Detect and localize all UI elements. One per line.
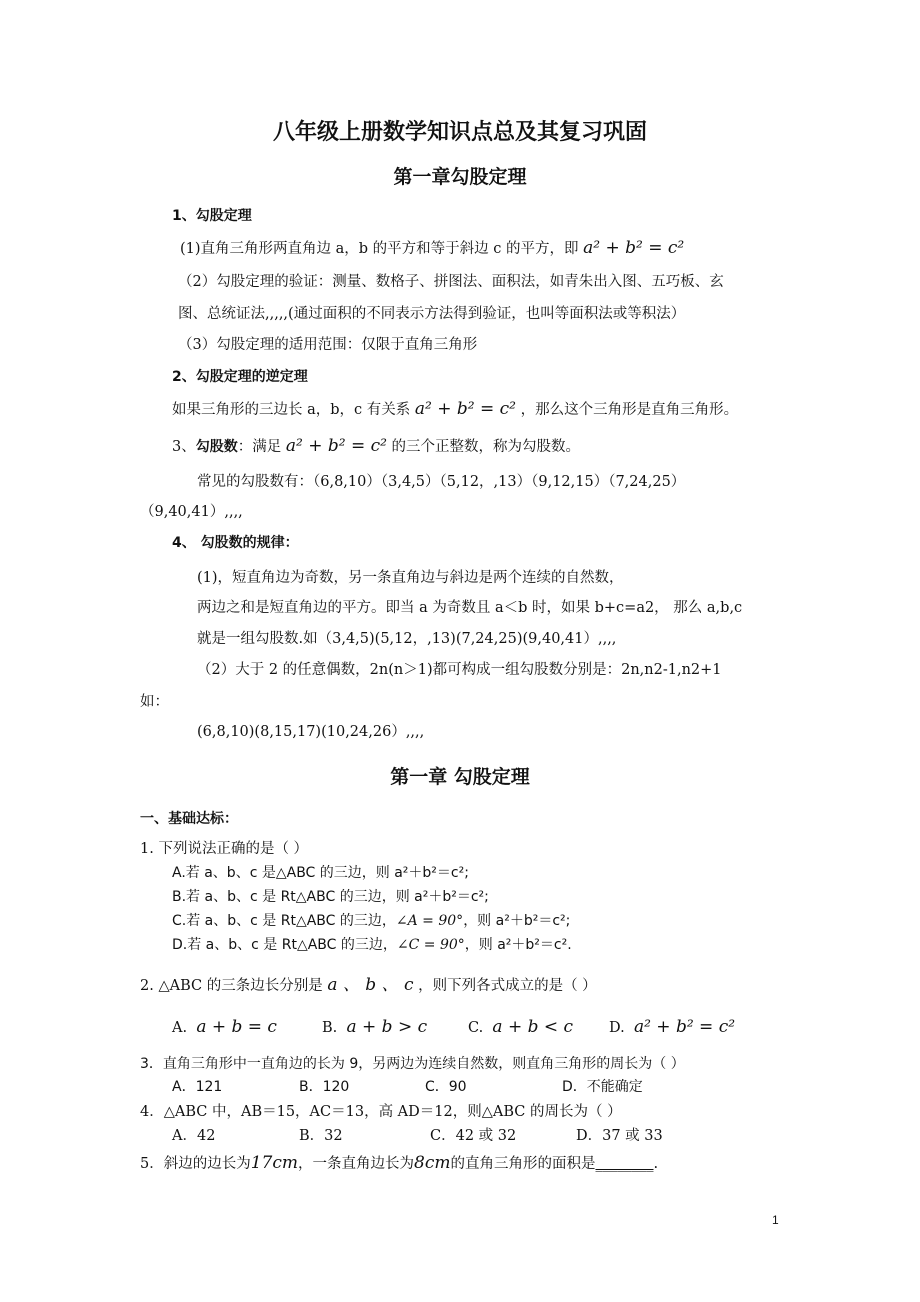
question-1-option-d — [172, 934, 572, 954]
text: ，则 a²＋b²＝c². — [464, 937, 572, 953]
question-3-stem: 3．直角三角形中一直角边的长为 9，另两边为连续自然数，则直角三角形的周长为（ ） — [140, 1056, 685, 1072]
text: 如果三角形的三边长 a，b，c 有关系 — [172, 402, 411, 418]
label: C. — [468, 1020, 484, 1036]
question-1-option-b: B.若 a、b、c 是 Rt△ABC 的三边，则 a²＋b²＝c²; — [172, 889, 489, 905]
section-1-para-2-line-1: （2）勾股定理的验证：测量、数格子、拼图法、面积法，如青朱出入图、五巧板、玄 — [178, 274, 724, 290]
question-1-stem: 1. 下列说法正确的是（ ） — [140, 841, 309, 857]
question-2-option-b — [322, 1017, 427, 1037]
text: 的三个正整数，称为勾股数。 — [391, 439, 581, 455]
question-4-option-d: D．37 或 33 — [576, 1128, 663, 1144]
formula: a + b < c — [492, 1017, 574, 1037]
question-3-option-a: A．121 — [172, 1079, 223, 1095]
section-4-para-2: 两边之和是短直角边的平方。即当 a 为奇数且 a＜b 时，如果 b+c=a2， 那么 a,b,c — [197, 600, 743, 616]
label: D. — [609, 1020, 625, 1036]
text: D.若 a、b、c 是 Rt△ABC 的三边， — [172, 937, 397, 953]
question-3-option-d: D．不能确定 — [562, 1079, 643, 1095]
text: ，则 a²＋b²＝c²; — [463, 913, 571, 929]
question-5-stem — [140, 1152, 658, 1173]
question-2-option-d — [609, 1017, 735, 1037]
section-1-para-2-line-2: 图、总统证法,,,,,(通过面积的不同表示方法得到验证，也叫等面积法或等积法） — [178, 306, 686, 322]
label: A. — [172, 1020, 188, 1036]
document-title: 八年级上册数学知识点总及其复习巩固 — [272, 119, 647, 145]
question-4-option-c: C．42 或 32 — [430, 1128, 517, 1144]
section-4-para-4: （2）大于 2 的任意偶数，2n(n＞1)都可构成一组勾股数分别是：2n,n2-1,n2+1 — [197, 662, 722, 678]
label: B. — [322, 1020, 338, 1036]
question-1-option-c — [172, 910, 570, 930]
question-4-option-b: B．32 — [299, 1128, 343, 1144]
question-4-stem: 4．△ABC 中，AB＝15，AC＝13，高 AD＝12，则△ABC 的周长为（ ） — [140, 1104, 622, 1120]
text: . — [653, 1156, 659, 1172]
section-4-para-6: (6,8,10)(8,15,17)(10,24,26）,,,, — [197, 724, 425, 740]
section-2-heading: 2、勾股定理的逆定理 — [172, 369, 308, 385]
question-3-option-c: C．90 — [425, 1079, 467, 1095]
question-2-option-a — [172, 1017, 277, 1037]
text: 5．斜边的边长为 — [140, 1156, 251, 1172]
text: 2. △ABC 的三条边长分别是 — [140, 978, 323, 994]
formula: a + b > c — [346, 1017, 428, 1037]
question-4-option-a: A．42 — [172, 1128, 216, 1144]
page-number: 1 — [772, 1213, 779, 1227]
text: C.若 a、b、c 是 Rt△ABC 的三边， — [172, 913, 396, 929]
text: 的直角三角形的面积是 — [450, 1156, 596, 1172]
section-4-para-1: (1)，短直角边为奇数，另一条直角边与斜边是两个连续的自然数， — [197, 570, 624, 586]
formula: a² + b² = c² — [285, 436, 387, 456]
section-2-para — [172, 398, 738, 419]
question-2-stem — [140, 970, 597, 995]
section-4-para-3: 就是一组勾股数.如（3,4,5)(5,12，,13)(7,24,25)(9,40,41）,,,, — [197, 631, 617, 647]
text: ，一条直角边长为 — [298, 1156, 415, 1172]
basic-heading: 一、基础达标： — [140, 811, 238, 827]
text: ，那么这个三角形是直角三角形。 — [520, 402, 739, 418]
formula: a² + b² = c² — [414, 399, 516, 419]
text: (1)直角三角形两直角边 a，b 的平方和等于斜边 c 的平方，即 — [180, 241, 579, 257]
length-1: 17cm — [250, 1153, 299, 1173]
text: ：满足 — [237, 439, 282, 455]
text: ，则下列各式成立的是（ ） — [418, 978, 597, 994]
section-4-heading: 4、 勾股数的规律： — [172, 535, 299, 551]
section-4-para-5: 如： — [140, 694, 169, 710]
length-2: 8cm — [414, 1153, 451, 1173]
angle: ∠C = 90° — [396, 937, 465, 953]
text-bold: 勾股数 — [195, 439, 238, 455]
formula: a² + b² = c² — [583, 238, 685, 258]
formula: a + b = c — [196, 1017, 277, 1037]
section-3-common-line-1: 常见的勾股数有：（6,8,10）（3,4,5）（5,12，,13）（9,12,15）（7,24,25） — [197, 474, 686, 490]
chapter-title: 第一章勾股定理 — [393, 166, 527, 188]
text: 3、 — [172, 439, 196, 455]
section-1-para-3: （3）勾股定理的适用范围：仅限于直角三角形 — [178, 337, 478, 353]
answer-blank[interactable]: ________ — [595, 1156, 654, 1172]
variables: a 、 b 、 c — [327, 975, 414, 995]
question-1-option-a: A.若 a、b、c 是△ABC 的三边，则 a²＋b²＝c²; — [172, 865, 469, 881]
section-3-para — [172, 435, 580, 456]
section-1-para-1 — [180, 237, 684, 258]
angle: ∠A = 90° — [395, 913, 464, 929]
question-3-option-b: B．120 — [299, 1079, 350, 1095]
section-1-heading: 1、勾股定理 — [172, 208, 252, 224]
formula: a² + b² = c² — [633, 1017, 736, 1037]
question-2-option-c — [468, 1017, 573, 1037]
exercise-title: 第一章 勾股定理 — [390, 766, 530, 788]
section-3-common-line-2: （9,40,41）,,,, — [140, 504, 243, 520]
